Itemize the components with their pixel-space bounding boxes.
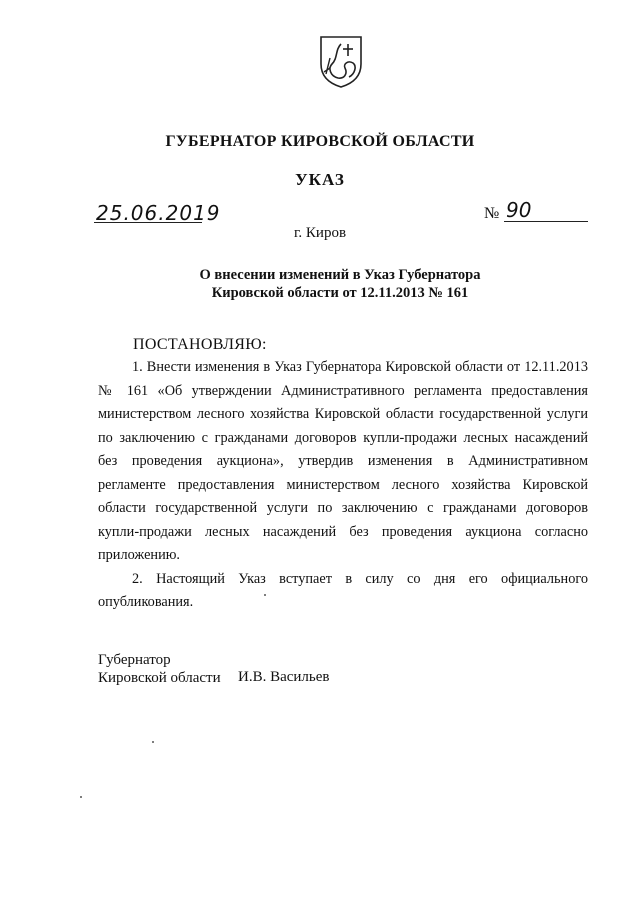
authority-title: ГУБЕРНАТОР КИРОВСКОЙ ОБЛАСТИ [165,133,475,150]
decree-body [98,356,588,615]
subject-line-1: О внесении изменений в Указ Губернатора [199,267,481,283]
handwritten-date: 25.06.2019 [96,201,221,225]
decree-subject [100,266,580,302]
signatory-name: И.В. Васильев [238,669,330,685]
scan-speck [152,741,154,743]
handwritten-number: 90 [506,198,532,222]
decree-word: ПОСТАНОВЛЯЮ: [133,336,267,353]
subject-line-2: Кировской области от 12.11.2013 № 161 [211,285,469,301]
document-type: УКАЗ [295,170,345,189]
city-name: г. Киров [293,225,347,241]
scan-speck [80,796,82,798]
date-underline [94,222,202,223]
number-label: № [484,205,500,222]
coat-of-arms-icon [318,34,364,88]
signature-title-line-1: Губернатор [98,652,171,668]
signature-title-line-2: Кировской области [98,670,221,686]
signature-title [98,651,221,687]
scan-speck [264,594,266,596]
paragraph-1: 1. Внести изменения в Указ Губернатора Кировской области от 12.11.2013 № 161 «Об утверждении Административного регламента предоставления министерством лесного хозяйства Кировской области государственной услуги по заключению с гражданами договоров купли-продажи лесных насаждений без проведения аукциона», утвердив изменения в Административном регламенте предоставления министерством лесного хозяйства Кировской области государственной услуги по заключению с гражданами договоров купли-продажи лесных насаждений без проведения аукциона согласно приложению. [98,359,588,563]
number-underline [504,221,588,222]
paragraph-2: 2. Настоящий Указ вступает в силу со дня его официального опубликования. [98,570,588,610]
